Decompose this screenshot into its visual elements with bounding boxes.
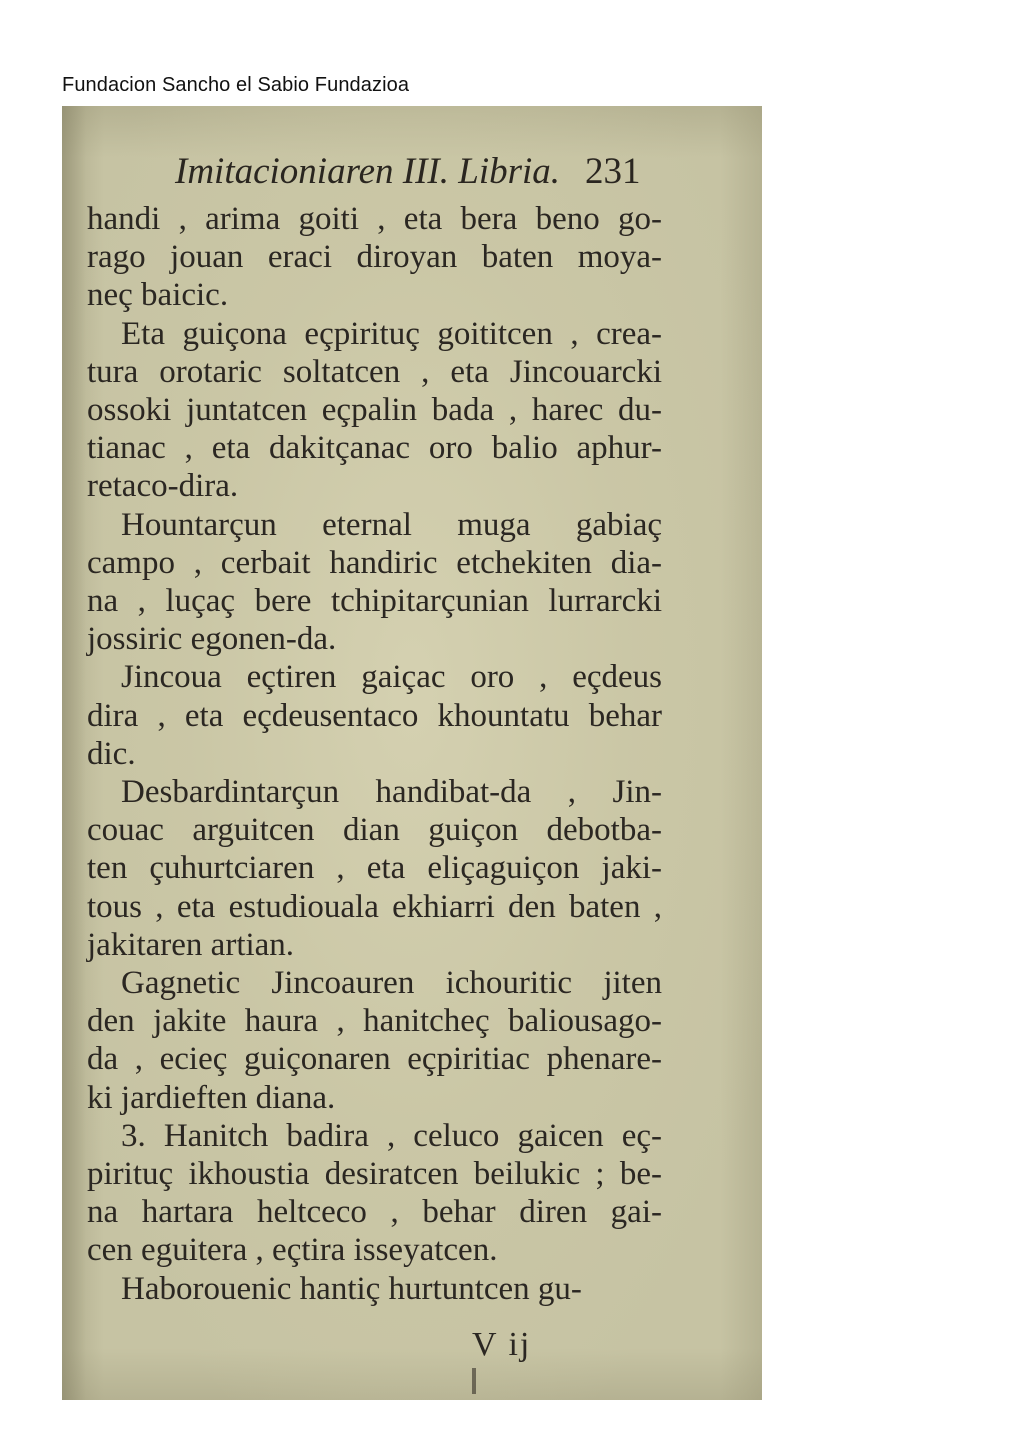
- signature-mark: V ij: [472, 1326, 532, 1363]
- paragraph: [87, 1270, 662, 1308]
- text-line: campo , cerbait handiric etchekiten dia-: [87, 544, 662, 581]
- text-line: Gagnetic Jincoauren ichouritic jiten: [121, 965, 662, 1002]
- paragraph: [87, 1117, 662, 1270]
- text-line: ten çuhurtciaren , eta eliçaguiçon jaki-: [87, 850, 662, 887]
- text-line: cen eguitera , eçtira isseyatcen.: [87, 1232, 498, 1269]
- text-line: dira , eta eçdeusentaco khountatu behar: [87, 697, 662, 734]
- text-line: pirituç ikhoustia desiratcen beilukic ; be-: [87, 1156, 662, 1193]
- text-line: Hountarçun eternal muga gabiaç: [121, 506, 662, 543]
- paragraph: [87, 200, 662, 315]
- gutter-shadow: [62, 106, 86, 1400]
- binding-mark: [472, 1368, 476, 1394]
- text-line: Desbardintarçun handibat-da , Jin-: [121, 774, 662, 811]
- text-line: Haborouenic hantiç hurtuntcen gu-: [121, 1270, 582, 1307]
- paragraph: [87, 506, 662, 659]
- text-line: ossoki juntatcen eçpalin bada , harec du-: [87, 392, 662, 429]
- text-line: jakitaren artian.: [87, 926, 295, 963]
- paragraph: [87, 964, 662, 1117]
- running-title: Imitacioniaren III. Libria.: [175, 151, 561, 192]
- text-line: retaco-dira.: [87, 468, 239, 505]
- text-line: Jincoua eçtiren gaiçac oro , eçdeus: [121, 659, 662, 696]
- text-line: tous , eta estudiouala ekhiarri den baten ,: [87, 888, 662, 925]
- body-text: [87, 200, 662, 1308]
- paragraph: [87, 773, 662, 964]
- text-line: da , ecieç guiçonaren eçpiritiac phenare-: [87, 1041, 662, 1078]
- text-line: 3. Hanitch badira , celuco gaicen eç-: [121, 1117, 662, 1154]
- scanned-page: [62, 106, 762, 1400]
- text-line: couac arguitcen dian guiçon debotba-: [87, 812, 662, 849]
- paragraph: [87, 315, 662, 506]
- source-attribution: Fundacion Sancho el Sabio Fundazioa: [62, 74, 410, 96]
- text-line: ki jardieften diana.: [87, 1079, 336, 1116]
- text-line: dic.: [87, 735, 136, 772]
- text-line: na hartara heltceco , behar diren gai-: [87, 1194, 662, 1231]
- text-line: den jakite haura , hanitcheç baliousago-: [87, 1003, 662, 1040]
- text-line: handi , arima goiti , eta bera beno go-: [87, 201, 662, 237]
- page-number: 231: [585, 151, 641, 192]
- text-line: jossiric egonen-da.: [87, 621, 337, 658]
- text-line: Eta guiçona eçpirituç goititcen , crea-: [121, 315, 662, 352]
- text-line: na , luçaç bere tchipitarçunian lurrarcki: [87, 583, 662, 620]
- text-line: tura orotaric soltatcen , eta Jincouarcki: [87, 353, 662, 390]
- text-line: neç baicic.: [87, 277, 229, 314]
- text-line: tianac , eta dakitçanac oro balio aphur-: [87, 430, 662, 467]
- paragraph: [87, 658, 662, 773]
- text-line: rago jouan eraci diroyan baten moya-: [87, 239, 662, 276]
